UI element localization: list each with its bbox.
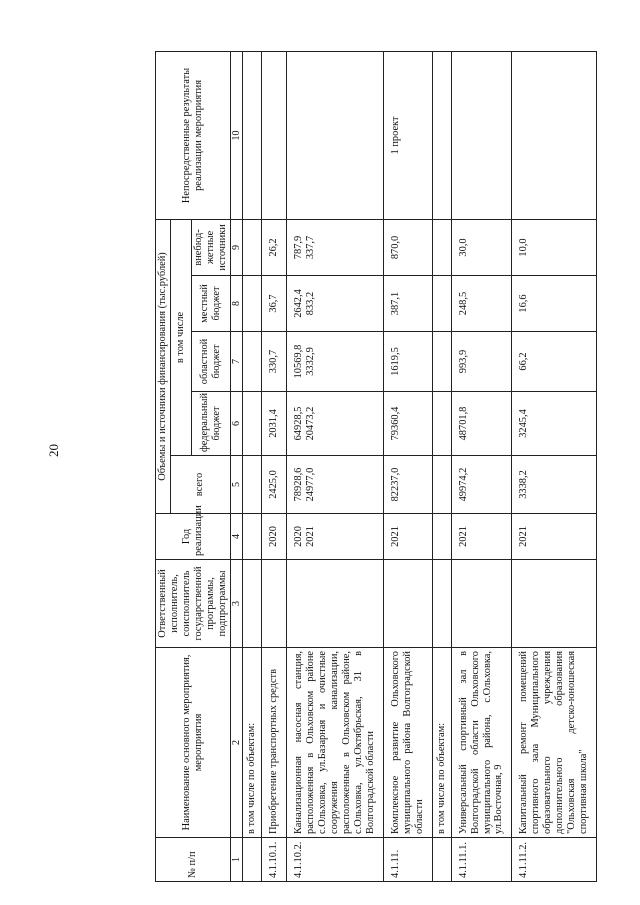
header-num: № п/п xyxy=(156,838,231,882)
cell-extrabudget: 787,9 337,7 xyxy=(287,219,384,275)
cell-year: 2020 2021 xyxy=(287,514,384,560)
cell-empty xyxy=(243,560,262,648)
cell-result xyxy=(287,51,384,219)
cell-empty xyxy=(243,392,262,456)
cell-executor xyxy=(262,560,287,648)
table-row xyxy=(383,51,432,881)
cell-result xyxy=(451,51,512,219)
cell-total: 49974,2 xyxy=(451,456,512,514)
cell-empty xyxy=(432,276,451,332)
cell-name: Канализационная насосная станция, расположенная в Ольховском районе с.Ольховка, ул.Базарная и очистные сооружения канализации, расположенные в Ольховском районе, с.Ольховка, ул.Октябрьская, 31 в Волгоградской области xyxy=(287,648,384,838)
cell-total: 3338,2 xyxy=(512,456,597,514)
cell-empty xyxy=(432,219,451,275)
table-row xyxy=(287,51,384,881)
cell-federal: 79360,4 xyxy=(383,392,432,456)
cell-empty xyxy=(432,332,451,392)
subheading-row xyxy=(243,51,262,881)
table-body xyxy=(243,51,597,881)
cell-num xyxy=(243,838,262,882)
header-exec: Ответственный исполнитель, соисполнитель государственной программы, подпрограммы xyxy=(156,560,231,648)
cell-regional: 993,9 xyxy=(451,332,512,392)
cell-name: Капитальный ремонт помещений спортивного зала Муниципального образовательного учреждения дополнительного образования "Ольховская детско-юношеская спортивная школа" xyxy=(512,648,597,838)
cell-year: 2021 xyxy=(383,514,432,560)
colnum: 2 xyxy=(230,648,243,838)
cell-extrabudget: 30,0 xyxy=(451,219,512,275)
table-row xyxy=(451,51,512,881)
cell-num xyxy=(432,838,451,882)
subheading-text: в том числе по объектам: xyxy=(432,648,451,838)
cell-result: 1 проект xyxy=(383,51,432,219)
header-name: Наименование основного мероприятия, мероприятия xyxy=(156,648,231,838)
cell-regional: 66,2 xyxy=(512,332,597,392)
cell-executor xyxy=(451,560,512,648)
cell-empty xyxy=(432,456,451,514)
header-financing-group: Объемы и источники финансирования (тыс.рублей) xyxy=(156,219,171,513)
header-local: местный бюджет xyxy=(191,276,230,332)
cell-federal: 3245,4 xyxy=(512,392,597,456)
cell-num: 4.1.10.1. xyxy=(262,838,287,882)
cell-empty xyxy=(243,514,262,560)
header-federal: федеральный бюджет xyxy=(191,392,230,456)
cell-local: 36,7 xyxy=(262,276,287,332)
cell-local: 387,1 xyxy=(383,276,432,332)
cell-total: 78928,6 24977,0 xyxy=(287,456,384,514)
colnum: 5 xyxy=(230,456,243,514)
cell-empty xyxy=(243,219,262,275)
table-row xyxy=(262,51,287,881)
cell-empty xyxy=(243,51,262,219)
header-year: Год реализации xyxy=(156,514,231,560)
cell-empty xyxy=(432,514,451,560)
cell-empty xyxy=(243,332,262,392)
colnum: 3 xyxy=(230,560,243,648)
cell-result xyxy=(512,51,597,219)
colnum: 9 xyxy=(230,219,243,275)
cell-regional: 1619,5 xyxy=(383,332,432,392)
cell-year: 2020 xyxy=(262,514,287,560)
cell-year: 2021 xyxy=(451,514,512,560)
subheading-text: в том числе по объектам: xyxy=(243,648,262,838)
header-result: Непосредственные результаты реализации мероприятия xyxy=(156,51,231,219)
cell-num: 4.1.10.2. xyxy=(287,838,384,882)
cell-total: 2425,0 xyxy=(262,456,287,514)
cell-executor xyxy=(287,560,384,648)
cell-empty xyxy=(432,392,451,456)
cell-local: 16,6 xyxy=(512,276,597,332)
cell-executor xyxy=(512,560,597,648)
header-total: всего xyxy=(170,456,230,514)
header-extrabudget: внебюд-жетные источники xyxy=(191,219,230,275)
page-number: 20 xyxy=(46,444,61,457)
cell-executor xyxy=(383,560,432,648)
financing-table xyxy=(155,51,597,882)
colnum: 1 xyxy=(230,838,243,882)
colnum: 4 xyxy=(230,514,243,560)
cell-num: 4.1.11.1. xyxy=(451,838,512,882)
cell-total: 82237,0 xyxy=(383,456,432,514)
header-regional: областной бюджет xyxy=(191,332,230,392)
cell-federal: 48701,8 xyxy=(451,392,512,456)
cell-year: 2021 xyxy=(512,514,597,560)
rotated-table-container xyxy=(155,52,640,882)
header-including: в том числе xyxy=(170,219,191,455)
colnum: 10 xyxy=(230,51,243,219)
cell-extrabudget: 10,0 xyxy=(512,219,597,275)
cell-name: Приобретение транспортных средств xyxy=(262,648,287,838)
cell-empty xyxy=(243,276,262,332)
cell-name: Универсальный спортивный зал в Волгоградской области Ольховского муниципального района, с.Ольховка, ул.Восточная, 9 xyxy=(451,648,512,838)
cell-federal: 64928,5 20473,2 xyxy=(287,392,384,456)
cell-num: 4.1.11.2. xyxy=(512,838,597,882)
colnum: 6 xyxy=(230,392,243,456)
cell-num: 4.1.11. xyxy=(383,838,432,882)
cell-empty xyxy=(432,560,451,648)
table-row xyxy=(512,51,597,881)
cell-local: 248,5 xyxy=(451,276,512,332)
cell-local: 2642,4 833,2 xyxy=(287,276,384,332)
cell-empty xyxy=(432,51,451,219)
cell-regional: 330,7 xyxy=(262,332,287,392)
cell-regional: 10569,8 3332,9 xyxy=(287,332,384,392)
cell-empty xyxy=(243,456,262,514)
cell-name: Комплексное развитие Ольховского муниципального района Волгоградской области xyxy=(383,648,432,838)
subheading-row xyxy=(432,51,451,881)
cell-extrabudget: 26,2 xyxy=(262,219,287,275)
cell-federal: 2031,4 xyxy=(262,392,287,456)
cell-result xyxy=(262,51,287,219)
colnum: 7 xyxy=(230,332,243,392)
cell-extrabudget: 870,0 xyxy=(383,219,432,275)
colnum: 8 xyxy=(230,276,243,332)
